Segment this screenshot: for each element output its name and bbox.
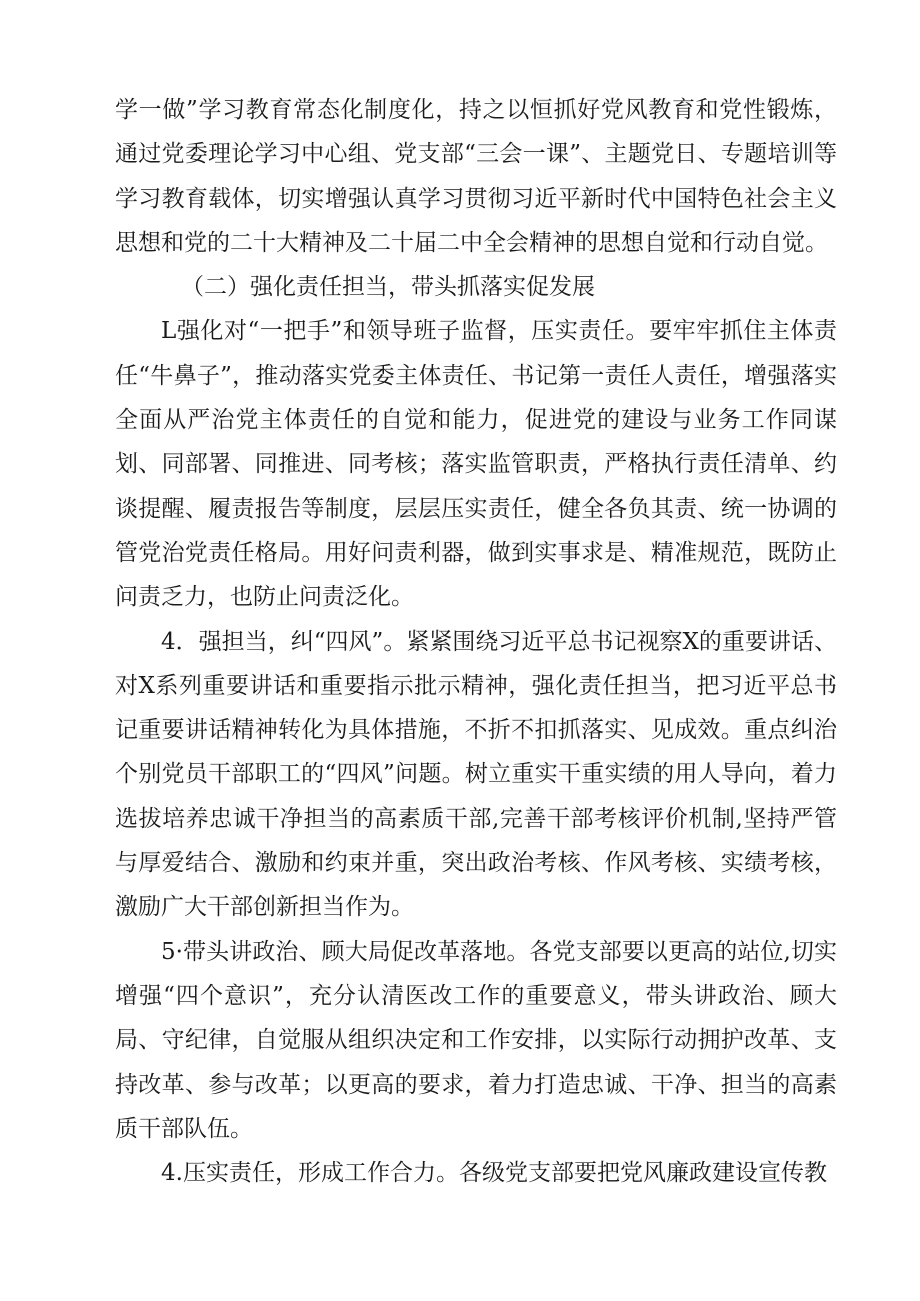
paragraph-item-1: L强化对“一把手”和领导班子监督，压实责任。要牢牢抓住主体责任“牛鼻子”，推动落实党委主体责任、书记第一责任人责任，增强落实全面从严治党主体责任的自觉和能力，促进党的建设与业务工作同谋划、同部署、同推进、同考核；落实监管职责，严格执行责任清单、约谈提醒、履责报告等制度，层层压实责任，健全各负其责、统一协调的管党治党责任格局。用好问责利器，做到实事求是、精准规范，既防止问责乏力，也防止问责泛化。 <box>115 318 837 611</box>
document-body <box>115 88 837 1195</box>
section-heading: （二）强化责任担当，带头抓落实促发展 <box>181 274 595 301</box>
paragraph-continuation: 学一做”学习教育常态化制度化，持之以恒抓好党风教育和党性锻炼，通过党委理论学习中心组、党支部“三会一课”、主题党日、专题培训等学习教育载体，切实增强认真学习贯彻习近平新时代中国特色社会主义思想和党的二十大精神及二十届二中全会精神的思想自觉和行动自觉。 <box>115 97 837 256</box>
paragraph-item-5: 5·带头讲政治、顾大局促改革落地。各党支部要以更高的站位,切实增强“四个意识”，充分认清医改工作的重要意义，带头讲政治、顾大局、守纪律，自觉服从组织决定和工作安排，以实际行动拥护改革、支持改革、参与改革；以更高的要求，着力打造忠诚、干净、担当的高素质干部队伍。 <box>115 938 837 1142</box>
paragraph-item-4b: 4.压实责任，形成工作合力。各级党支部要把党风廉政建设宣传教 <box>161 1160 827 1187</box>
paragraph-item-4: 4．强担当，纠“四风”。紧紧围绕习近平总书记视察X的重要讲话、对X系列重要讲话和重要指示批示精神，强化责任担当，把习近平总书记重要讲话精神转化为具体措施，不折不扣抓落实、见成效。重点纠治个别党员干部职工的“四风”问题。树立重实干重实绩的用人导向，着力选拔培养忠诚干净担当的高素质干部,完善干部考核评价机制,坚持严管与厚爱结合、激励和约束并重，突出政治考核、作风考核、实绩考核，激励广大干部创新担当作为。 <box>115 628 837 921</box>
